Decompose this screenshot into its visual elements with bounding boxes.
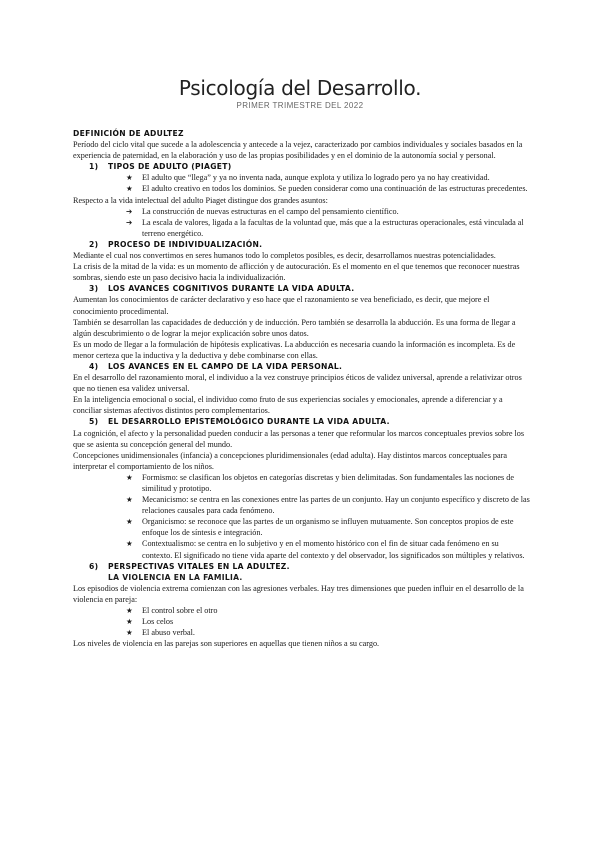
section-title: LOS AVANCES EN EL CAMPO DE LA VIDA PERSONAL. <box>108 361 343 371</box>
section-number: 4) <box>89 361 99 371</box>
section-3-heading <box>89 283 531 294</box>
list-item-text: Contextualismo: se centra en lo subjetivo y en el momento histórico con el fin de situar cada fenómeno en su contexto. El significado no tiene vida aparte del contexto y del observador, los significados son múltiples y relativos. <box>142 539 525 560</box>
list-item <box>126 183 531 194</box>
list-item <box>126 494 531 516</box>
star-icon: ★ <box>126 472 133 482</box>
list-item <box>126 605 531 616</box>
paragraph: Mediante el cual nos convertimos en seres humanos todo lo completos posibles, es decir, desarrollamos nuestras potencialidades. <box>73 251 496 261</box>
arrow-icon: ➔ <box>126 206 133 216</box>
section-6-heading <box>89 561 531 572</box>
section-number: 5) <box>89 417 99 427</box>
list-item-text: Mecanicismo: se centra en las conexiones entre las partes de un conjunto. Hay un conjunto específico y discreto de las relaciones causales para cada fenómeno. <box>142 495 530 516</box>
list-item <box>126 627 531 638</box>
list-item <box>126 206 531 217</box>
section-6-subheading: LA VIOLENCIA EN LA FAMILIA. <box>108 572 243 582</box>
star-icon: ★ <box>126 184 133 194</box>
star-icon: ★ <box>126 173 133 183</box>
paragraph: Los episodios de violencia extrema comienzan con las agresiones verbales. Hay tres dimensiones que pueden influir en el desarrollo de la violencia en pareja: <box>73 583 524 604</box>
section-number: 1) <box>89 162 99 172</box>
paragraph: Aumentan los conocimientos de carácter declarativo y eso hace que el razonamiento se vea beneficiado, es decir, que mejore el conocimiento procedimental. <box>73 295 490 316</box>
list-item-text: La escala de valores, ligada a la facultas de la voluntad que, más que a la estructuras operacionales, está vinculada al terreno energético. <box>142 217 524 238</box>
section-number: 2) <box>89 239 99 249</box>
list-item-text: El abuso verbal. <box>142 628 195 638</box>
list-item <box>126 616 531 627</box>
section-1-arrows <box>126 206 531 239</box>
section-title: LOS AVANCES COGNITIVOS DURANTE LA VIDA ADULTA. <box>108 284 355 294</box>
section-title: TIPOS DE ADULTO (PIAGET) <box>108 162 232 172</box>
paragraph: Los niveles de violencia en las parejas son superiores en aquellas que tienen niños a su cargo. <box>73 639 380 649</box>
paragraph: También se desarrollan las capacidades de deducción y de inducción. Pero también se desarrolla la abducción. Es una forma de llegar a algún descubrimiento o de lograr la mejor explicación sobre unos datos. <box>73 317 516 338</box>
section-4-heading <box>89 361 531 372</box>
section-1-heading <box>89 161 531 172</box>
star-icon: ★ <box>126 517 133 527</box>
section-title: EL DESARROLLO EPISTEMOLÓGICO DURANTE LA VIDA ADULTA. <box>108 417 390 427</box>
paragraph: Concepciones unidimensionales (infancia) a concepciones pluridimensionales (edad adulta). Hay distintos marcos conceptuales para interpretar el comportamiento de los niños. <box>73 450 508 471</box>
star-icon: ★ <box>126 539 133 549</box>
document-body <box>73 128 531 649</box>
document-subtitle: PRIMER TRIMESTRE DEL 2022 <box>236 101 364 110</box>
section-title: PROCESO DE INDIVIDUALIZACIÓN. <box>108 239 263 249</box>
list-item-text: El adulto que “llega” y ya no inventa nada, aunque explota y utiliza lo logrado pero ya no hay creatividad. <box>142 173 490 183</box>
section-number: 6) <box>89 561 99 571</box>
document-title: Psicología del Desarrollo. <box>178 76 422 100</box>
definition-text: Período del ciclo vital que sucede a la adolescencia y antecede a la vejez, caracterizado por cambios individuales y sociales basados en la experiencia de paternidad, en la elaboración y uso de las propias posibilidades y en el dominio de la autonomía social y personal. <box>73 140 523 161</box>
section-1-bullets <box>126 172 531 194</box>
star-icon: ★ <box>126 495 133 505</box>
star-icon: ★ <box>126 606 133 616</box>
list-item <box>126 217 531 239</box>
list-item-text: La construcción de nuevas estructuras en el campo del pensamiento científico. <box>142 206 399 216</box>
section-5-heading <box>89 416 531 427</box>
star-icon: ★ <box>126 628 133 638</box>
star-icon: ★ <box>126 617 133 627</box>
paragraph: La cognición, el afecto y la personalidad pueden conducir a las personas a tener que reformular los marcos conceptuales previos sobre los que se asienta su concepción general del mundo. <box>73 428 525 449</box>
section-6-bullets <box>126 605 531 638</box>
list-item <box>126 538 531 560</box>
list-item-text: Los celos <box>142 617 174 627</box>
list-item <box>126 516 531 538</box>
section-title: PERSPECTIVAS VITALES EN LA ADULTEZ. <box>108 561 290 571</box>
paragraph: Es un modo de llegar a la formulación de hipótesis explicativas. La abducción es necesaria cuando la información es incompleta. Es de menor certeza que la inductiva y la deductiva y debe combinarse con ellas. <box>73 339 516 360</box>
list-item-text: El control sobre el otro <box>142 606 218 616</box>
list-item <box>126 472 531 494</box>
list-item-text: Formismo: se clasifican los objetos en categorías discretas y bien delimitadas. Son fundamentales las nociones de similitud y prototipo. <box>142 472 514 493</box>
paragraph: En la inteligencia emocional o social, el individuo como fruto de sus experiencias sociales y emocionales, aprende a diferenciar y a conciliar sistemas afectivos distintos pero complementarios. <box>73 395 503 416</box>
definition-heading: DEFINICIÓN DE ADULTEZ <box>73 129 184 138</box>
list-item-text: Organicismo: se reconoce que las partes de un organismo se influyen mutuamente. Son conceptos propios de este enfoque los de síntesis e integración. <box>142 517 514 538</box>
section-number: 3) <box>89 284 99 294</box>
section-2-heading <box>89 239 531 250</box>
paragraph: En el desarrollo del razonamiento moral, el individuo a la vez construye principios éticos de validez universal, aprende a relativizar otros que no tienen esa validez universal. <box>73 373 522 394</box>
list-item-text: El adulto creativo en todos los dominios. Se pueden considerar como una continuación de las estructuras precedentes. <box>142 184 528 194</box>
list-item <box>126 172 531 183</box>
section-5-bullets <box>126 472 531 561</box>
arrow-icon: ➔ <box>126 217 133 227</box>
paragraph: La crisis de la mitad de la vida: es un momento de aflicción y de autocuración. Es el momento en el que tenemos que reconocer nuestras sombras, siendo este un paso decisivo hacia la individualización. <box>73 262 520 283</box>
section-1-intro: Respecto a la vida intelectual del adulto Piaget distingue dos grandes asuntos: <box>73 195 328 205</box>
